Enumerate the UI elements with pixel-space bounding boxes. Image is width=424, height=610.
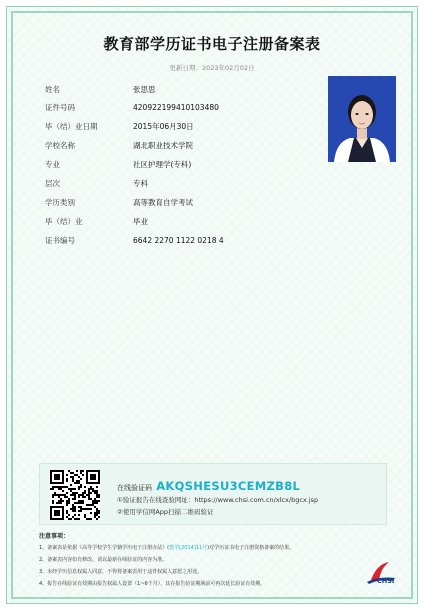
note-item bbox=[39, 556, 167, 563]
field-value: 专科 bbox=[133, 179, 148, 188]
field-value: 社区护理学(专科) bbox=[133, 160, 192, 169]
note-text: 2、备案表内容如有修改，请以最新在线验证的内容为准。 bbox=[39, 557, 168, 563]
field-value: 湖北职业技术学院 bbox=[133, 141, 193, 150]
verification-app-text: ②使用学信网App扫描二维码验证 bbox=[117, 508, 214, 516]
regulation-link[interactable]: 教学[2014]11号 bbox=[169, 545, 208, 551]
field-label: 姓名 bbox=[45, 85, 60, 94]
field-row-name bbox=[43, 83, 293, 97]
field-label: 学历类别 bbox=[45, 198, 75, 207]
online-verification-box bbox=[39, 463, 387, 525]
field-value: 毕业 bbox=[133, 217, 148, 226]
note-text: 1、备案表是依据《高等学校学生学籍学历电子注册办法》( bbox=[39, 545, 170, 551]
note-text: 4、报告在线验证有效期由报告权属人设置（1~6个月），其在报告验证期满前可再次延长验证有效期。 bbox=[39, 581, 266, 587]
field-row-level bbox=[43, 177, 293, 191]
chsi-logo-text: CHSI bbox=[377, 577, 395, 585]
field-label: 毕（结）业 bbox=[45, 217, 83, 226]
field-row-certificate-number bbox=[43, 234, 293, 248]
notes-title: 注意事项： bbox=[39, 533, 70, 540]
note-item bbox=[39, 544, 294, 551]
note-item bbox=[39, 580, 265, 587]
field-label: 专业 bbox=[45, 160, 60, 169]
note-text: )对学历证书电子注册资格备案的结果。 bbox=[207, 545, 295, 551]
field-row-education-type bbox=[43, 196, 293, 210]
field-row-major bbox=[43, 158, 293, 172]
field-value: 张思思 bbox=[133, 85, 156, 94]
field-value: 2015年06月30日 bbox=[133, 122, 194, 131]
field-label: 证书编号 bbox=[45, 236, 75, 245]
portrait-icon bbox=[328, 76, 396, 162]
verification-url-text: ①验证报告在线查验网址：https://www.chsi.com.cn/xlcx/bgcx.jsp bbox=[117, 496, 319, 504]
field-row-id-number bbox=[43, 101, 293, 115]
portrait-photo bbox=[328, 76, 396, 162]
field-label: 证件号码 bbox=[45, 103, 75, 112]
field-label: 毕（结）业日期 bbox=[45, 122, 98, 131]
update-date: 更新日期：2023年02月02日 bbox=[169, 64, 255, 72]
field-row-graduation-date bbox=[43, 120, 293, 134]
registration-form-sheet bbox=[6, 6, 418, 604]
qr-code-icon[interactable] bbox=[50, 470, 100, 520]
field-row-completion bbox=[43, 215, 293, 229]
note-item bbox=[39, 568, 202, 575]
field-label: 层次 bbox=[45, 179, 60, 188]
verification-code-label: 在线验证码 bbox=[117, 484, 152, 492]
document-title: 教育部学历证书电子注册备案表 bbox=[103, 35, 321, 53]
field-value: 6642 2270 1122 0218 4 bbox=[133, 236, 224, 245]
verification-code: AKQSHESU3CEMZB8L bbox=[156, 479, 301, 493]
field-row-school bbox=[43, 139, 293, 153]
note-text: 3、未经学历信息权属人同意，不得将备案表用于违背权属人意愿之用途。 bbox=[39, 569, 203, 575]
field-value: 高等教育自学考试 bbox=[133, 198, 193, 207]
field-value: 420922199410103480 bbox=[133, 103, 219, 112]
field-label: 学校名称 bbox=[45, 141, 75, 150]
verification-code-row bbox=[117, 479, 300, 493]
